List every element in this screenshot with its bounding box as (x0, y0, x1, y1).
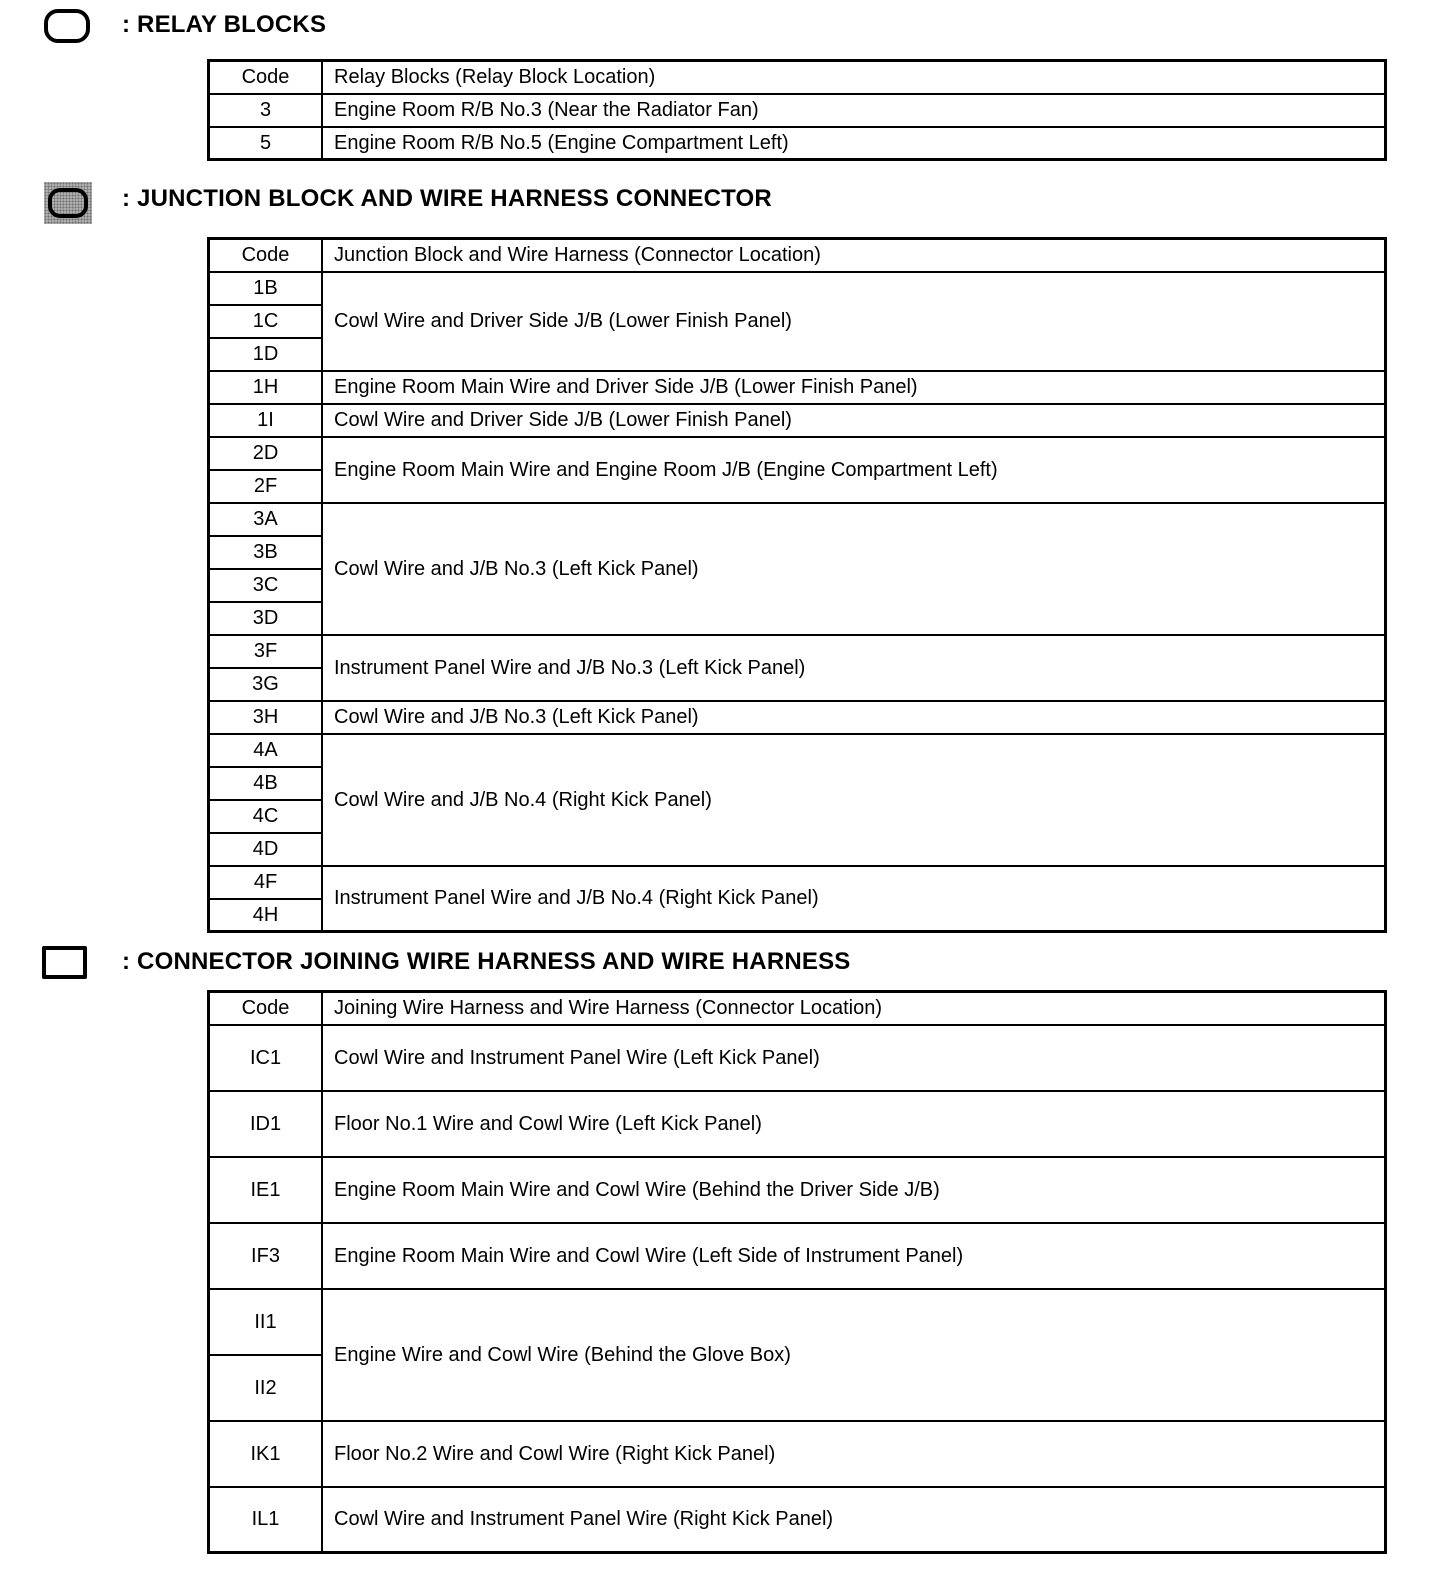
code-cell: 4D (209, 833, 323, 866)
code-cell: 1H (209, 371, 323, 404)
code-cell: IC1 (209, 1025, 323, 1091)
code-cell: 4A (209, 734, 323, 767)
shaded-rounded-icon (44, 182, 92, 224)
location-cell: Engine Room R/B No.3 (Near the Radiator Fan) (322, 94, 1386, 127)
code-cell: II1 (209, 1289, 323, 1355)
code-cell: 3B (209, 536, 323, 569)
section-title: : CONNECTOR JOINING WIRE HARNESS AND WIRE HARNESS (122, 948, 851, 975)
code-cell: 4F (209, 866, 323, 899)
code-cell: 3 (209, 94, 323, 127)
location-cell: Cowl Wire and J/B No.3 (Left Kick Panel) (322, 503, 1386, 635)
code-cell: 3F (209, 635, 323, 668)
section-title: : JUNCTION BLOCK AND WIRE HARNESS CONNECTOR (122, 185, 772, 212)
location-cell: Engine Room Main Wire and Cowl Wire (Left Side of Instrument Panel) (322, 1223, 1386, 1289)
code-cell: IL1 (209, 1487, 323, 1553)
table-row (209, 734, 1386, 767)
code-cell: IF3 (209, 1223, 323, 1289)
location-cell: Cowl Wire and Driver Side J/B (Lower Finish Panel) (322, 404, 1386, 437)
description-header: Junction Block and Wire Harness (Connector Location) (322, 239, 1386, 272)
code-cell: 4B (209, 767, 323, 800)
location-cell: Engine Wire and Cowl Wire (Behind the Glove Box) (322, 1289, 1386, 1421)
location-cell: Cowl Wire and Instrument Panel Wire (Left Kick Panel) (322, 1025, 1386, 1091)
relay-blocks-heading (0, 2, 1440, 48)
connector-joining-table (207, 990, 1387, 1554)
location-cell: Instrument Panel Wire and J/B No.4 (Right Kick Panel) (322, 866, 1386, 932)
location-cell: Cowl Wire and Instrument Panel Wire (Right Kick Panel) (322, 1487, 1386, 1553)
code-cell: 5 (209, 127, 323, 160)
table-row (209, 1223, 1386, 1289)
code-cell: 2F (209, 470, 323, 503)
location-cell: Engine Room R/B No.5 (Engine Compartment Left) (322, 127, 1386, 160)
table-header-row (209, 992, 1386, 1025)
table-row (209, 437, 1386, 470)
table-row (209, 404, 1386, 437)
code-header: Code (209, 239, 323, 272)
rectangle-outline-icon (42, 946, 87, 979)
location-cell: Floor No.1 Wire and Cowl Wire (Left Kick Panel) (322, 1091, 1386, 1157)
location-cell: Engine Room Main Wire and Driver Side J/B (Lower Finish Panel) (322, 371, 1386, 404)
code-cell: 3A (209, 503, 323, 536)
junction-block-table (207, 237, 1387, 933)
code-cell: IK1 (209, 1421, 323, 1487)
code-cell: IE1 (209, 1157, 323, 1223)
code-cell: 1C (209, 305, 323, 338)
code-cell: 3G (209, 668, 323, 701)
connector-joining-heading (0, 939, 1440, 985)
code-cell: 3C (209, 569, 323, 602)
code-header: Code (209, 992, 323, 1025)
table-header-row (209, 239, 1386, 272)
table-row (209, 1025, 1386, 1091)
table-row (209, 371, 1386, 404)
location-cell: Cowl Wire and J/B No.3 (Left Kick Panel) (322, 701, 1386, 734)
code-cell: II2 (209, 1355, 323, 1421)
code-cell: 4H (209, 899, 323, 932)
code-cell: ID1 (209, 1091, 323, 1157)
description-header: Joining Wire Harness and Wire Harness (Connector Location) (322, 992, 1386, 1025)
table-row (209, 1091, 1386, 1157)
table-row (209, 503, 1386, 536)
location-cell: Cowl Wire and J/B No.4 (Right Kick Panel) (322, 734, 1386, 866)
location-cell: Engine Room Main Wire and Cowl Wire (Behind the Driver Side J/B) (322, 1157, 1386, 1223)
code-cell: 1I (209, 404, 323, 437)
table-row (209, 1421, 1386, 1487)
location-cell: Cowl Wire and Driver Side J/B (Lower Finish Panel) (322, 272, 1386, 371)
code-cell: 4C (209, 800, 323, 833)
description-header: Relay Blocks (Relay Block Location) (322, 61, 1386, 94)
table-row (209, 1487, 1386, 1553)
table-row (209, 701, 1386, 734)
table-row (209, 635, 1386, 668)
location-cell: Engine Room Main Wire and Engine Room J/B (Engine Compartment Left) (322, 437, 1386, 503)
table-row (209, 866, 1386, 899)
code-cell: 2D (209, 437, 323, 470)
code-cell: 3H (209, 701, 323, 734)
relay-blocks-table (207, 59, 1387, 161)
code-cell: 1B (209, 272, 323, 305)
location-cell: Floor No.2 Wire and Cowl Wire (Right Kick Panel) (322, 1421, 1386, 1487)
code-cell: 3D (209, 602, 323, 635)
junction-block-heading (0, 176, 1440, 222)
table-row (209, 94, 1386, 127)
table-row (209, 127, 1386, 160)
code-cell: 1D (209, 338, 323, 371)
table-row (209, 1289, 1386, 1355)
section-title: : RELAY BLOCKS (122, 11, 327, 38)
table-header-row (209, 61, 1386, 94)
table-row (209, 272, 1386, 305)
code-header: Code (209, 61, 323, 94)
location-cell: Instrument Panel Wire and J/B No.3 (Left Kick Panel) (322, 635, 1386, 701)
rounded-outline-icon (44, 9, 90, 43)
table-row (209, 1157, 1386, 1223)
